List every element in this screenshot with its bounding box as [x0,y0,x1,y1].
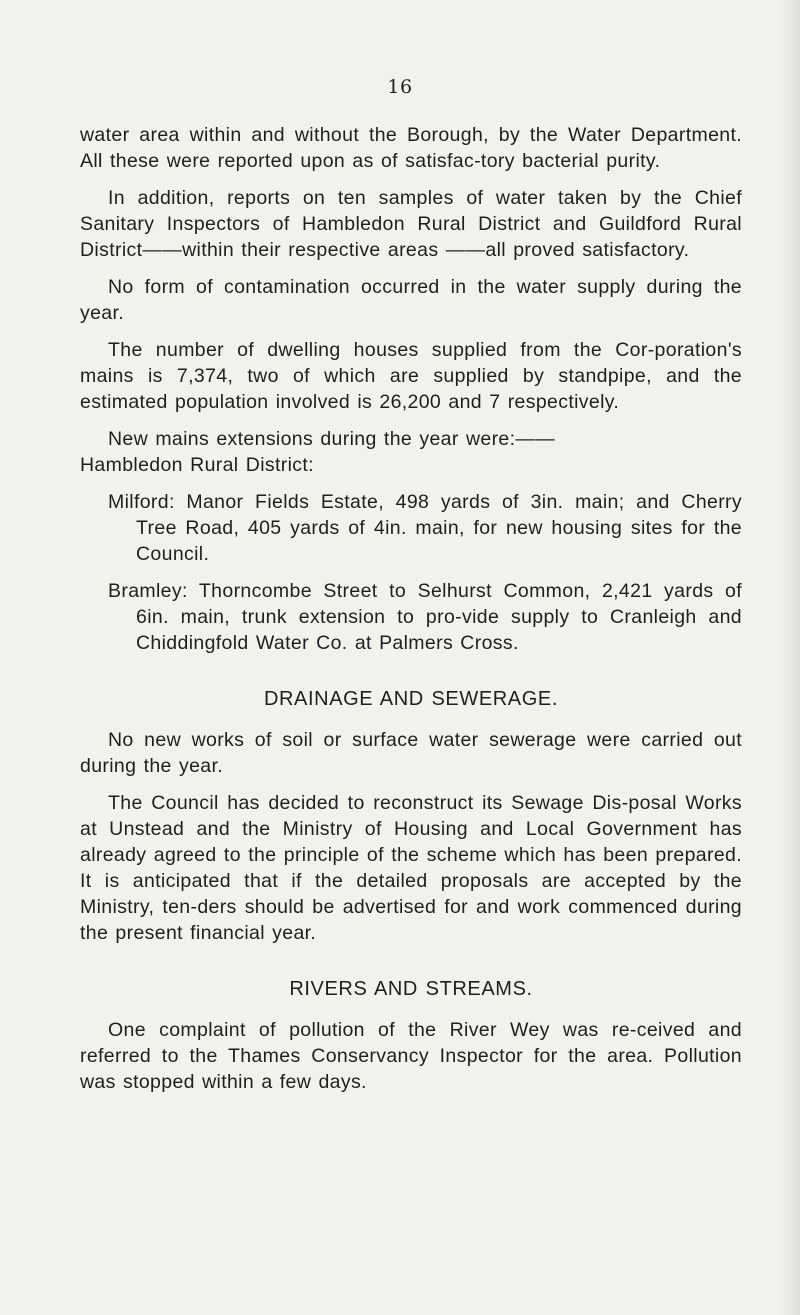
paragraph-dwelling-houses: The number of dwelling houses supplied from the Cor-poration's mains is 7,374, two of which are supplied by standpipe, and the estimated population involved is 26,200 and 7 respectively. [80,339,742,413]
paragraph-milford: Milford: Manor Fields Estate, 498 yards of 3in. main; and Cherry Tree Road, 405 yards of 4in. main, for new housing sites for the Council. [108,491,742,565]
body-text [80,122,742,1095]
heading-drainage-sewerage: DRAINAGE AND SEWERAGE. [263,688,559,710]
paragraph-water-department: water area within and without the Borough, by the Water Department. All these were reported upon as of satisfac-tory bacterial purity. [80,124,742,172]
paragraph-sewage-disposal: The Council has decided to reconstruct its Sewage Dis-posal Works at Unstead and the Ministry of Housing and Local Government has already agreed to the principle of the scheme which has been prepared. It is anticipated that if the detailed proposals are accepted by the Ministry, ten-ders should be advertised for and work commenced during the present financial year. [80,792,742,944]
paragraph-mains-extensions: New mains extensions during the year were:—— [108,428,556,450]
paragraph-hambledon: Hambledon Rural District: [80,454,314,476]
page-number: 16 [387,76,413,98]
paragraph-river-wey: One complaint of pollution of the River Wey was re-ceived and referred to the Thames Conservancy Inspector for the area. Pollution was stopped within a few days. [80,1019,742,1093]
page-edge-shadow [778,0,800,1315]
paragraph-contamination: No form of contamination occurred in the water supply during the year. [80,276,742,324]
paragraph-bramley: Bramley: Thorncombe Street to Selhurst Common, 2,421 yards of 6in. main, trunk extension to pro-vide supply to Cranleigh and Chiddingfold Water Co. at Palmers Cross. [108,580,742,654]
heading-rivers-streams: RIVERS AND STREAMS. [289,978,533,1000]
paragraph-no-new-works: No new works of soil or surface water sewerage were carried out during the year. [80,729,742,777]
paragraph-sanitary-inspectors: In addition, reports on ten samples of water taken by the Chief Sanitary Inspectors of Hambledon Rural District and Guildford Rural District——within their respective areas ——all proved satisfactory. [80,187,742,261]
